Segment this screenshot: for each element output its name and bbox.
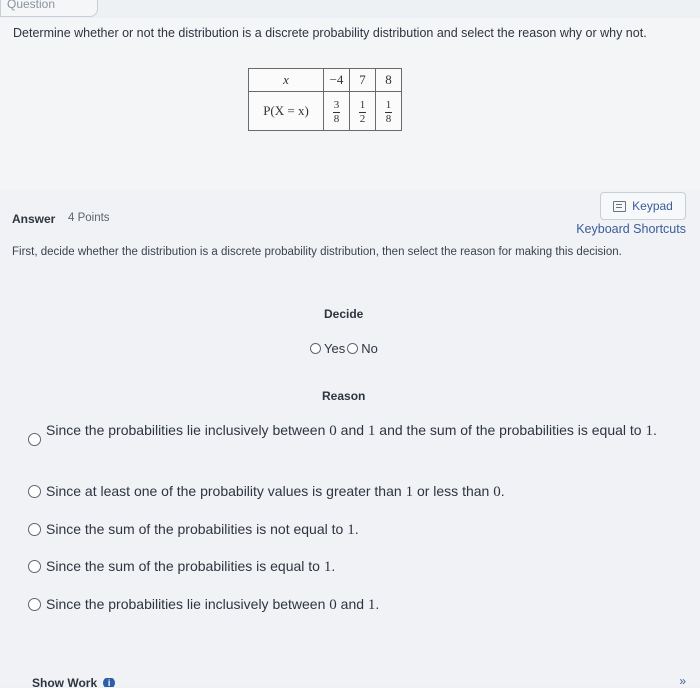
probability-value xyxy=(350,92,376,131)
math-value: 1 xyxy=(405,484,414,500)
answer-instructions: First, decide whether the distribution is a discrete probability distribution, then select the reason for making this decision. xyxy=(12,246,622,258)
answer-section xyxy=(0,190,700,687)
radio-button[interactable] xyxy=(28,598,41,611)
math-value: 1 xyxy=(367,597,376,613)
radio-button[interactable] xyxy=(28,433,41,446)
points-label: 4 Points xyxy=(68,212,110,224)
keypad-icon xyxy=(613,201,626,212)
probability-header: P(X = x) xyxy=(249,92,324,131)
fraction-denominator: 2 xyxy=(359,113,366,125)
reason-text-part: . xyxy=(331,558,336,574)
math-value: 0 xyxy=(329,423,337,439)
reason-option-1[interactable] xyxy=(28,421,688,446)
reason-option-3[interactable] xyxy=(28,520,359,540)
reason-text-part: Since the sum of the probabilities is not equal to xyxy=(46,521,348,537)
option-label: Yes xyxy=(324,341,346,356)
show-work-label: Show Work xyxy=(32,678,98,687)
reason-text-part: . xyxy=(375,596,380,612)
decide-label: Decide xyxy=(324,307,364,321)
reason-text xyxy=(46,520,359,540)
decide-options xyxy=(310,341,378,356)
reason-text xyxy=(46,482,505,502)
fraction-denominator: 8 xyxy=(385,113,392,125)
reason-option-5[interactable] xyxy=(28,595,379,615)
radio-button[interactable] xyxy=(28,560,41,573)
info-icon[interactable]: i xyxy=(103,678,115,687)
fraction-denominator: 8 xyxy=(333,113,340,125)
reason-text-part: . xyxy=(652,422,657,438)
fraction-numerator: 1 xyxy=(385,99,392,111)
reason-text xyxy=(46,557,335,577)
reason-text xyxy=(46,421,657,441)
radio-button[interactable] xyxy=(347,343,358,354)
reason-text-part: . xyxy=(354,521,359,537)
reason-text-part: and the sum of the probabilities is equal to xyxy=(375,422,646,438)
keypad-label: Keypad xyxy=(632,199,673,213)
x-value: 8 xyxy=(376,69,402,92)
reason-text-part: and xyxy=(336,422,368,438)
question-tab[interactable]: Question xyxy=(0,0,98,17)
reason-text-part: Since at least one of the probability values is greater than xyxy=(46,483,406,499)
math-value: 1 xyxy=(323,559,332,575)
reason-text-part: and xyxy=(336,596,368,612)
radio-button[interactable] xyxy=(310,343,321,354)
distribution-table xyxy=(248,68,402,131)
option-label: No xyxy=(361,341,378,356)
math-value: 0 xyxy=(493,484,501,500)
reason-option-4[interactable] xyxy=(28,557,335,577)
probability-value xyxy=(376,92,402,131)
reason-text-part: Since the sum of the probabilities is equal to xyxy=(46,558,324,574)
keyboard-shortcuts-link[interactable]: Keyboard Shortcuts xyxy=(576,222,686,236)
radio-button[interactable] xyxy=(28,485,41,498)
fraction-numerator: 3 xyxy=(333,99,340,111)
decide-option-no[interactable] xyxy=(347,341,378,356)
math-value: 1 xyxy=(347,522,355,538)
x-header: x xyxy=(249,69,324,92)
answer-label: Answer xyxy=(12,212,56,226)
x-value: 7 xyxy=(350,69,376,92)
math-value: 1 xyxy=(367,423,376,439)
radio-button[interactable] xyxy=(28,523,41,536)
reason-text-part: . xyxy=(500,483,505,499)
question-prompt: Determine whether or not the distribution is a discrete probability distribution and select the reason why or why not. xyxy=(13,26,647,40)
x-value: −4 xyxy=(324,69,350,92)
reason-text-part: Since the probabilities lie inclusively between xyxy=(46,596,330,612)
probability-value xyxy=(324,92,350,131)
fraction-numerator: 1 xyxy=(359,99,366,111)
show-work-link[interactable] xyxy=(32,678,115,687)
reason-text xyxy=(46,595,379,615)
reason-text-part: Since the probabilities lie inclusively between xyxy=(46,422,330,438)
reason-text-part: or less than xyxy=(413,483,494,499)
double-chevron-up-icon[interactable]: » xyxy=(679,674,686,688)
math-value: 0 xyxy=(329,597,337,613)
reason-label: Reason xyxy=(322,389,366,403)
decide-option-yes[interactable] xyxy=(310,341,345,356)
keypad-button[interactable] xyxy=(600,192,686,220)
reason-option-2[interactable] xyxy=(28,482,505,502)
math-value: 1 xyxy=(645,423,653,439)
question-panel xyxy=(0,18,700,191)
